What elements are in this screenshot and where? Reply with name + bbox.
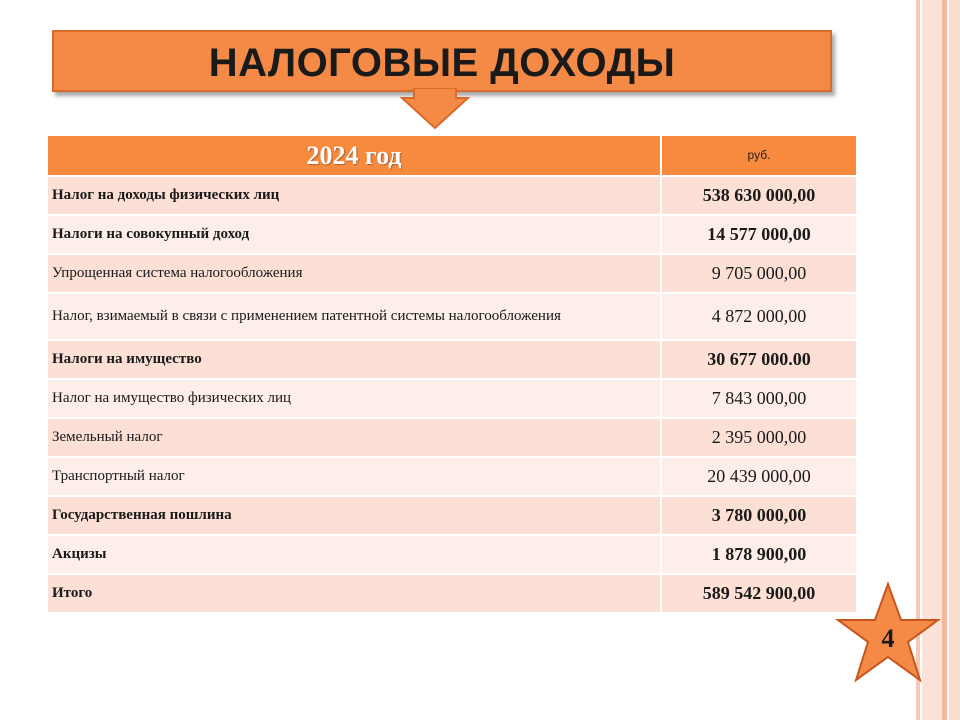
tax-name-cell: Налог на доходы физических лиц xyxy=(47,176,661,215)
tax-value-cell: 20 439 000,00 xyxy=(661,457,857,496)
table-row xyxy=(47,340,857,379)
tax-name-cell: Земельный налог xyxy=(47,418,661,457)
tax-value-cell: 1 878 900,00 xyxy=(661,535,857,574)
tax-name-cell: Налоги на имущество xyxy=(47,340,661,379)
table-row xyxy=(47,457,857,496)
tax-value-cell: 589 542 900,00 xyxy=(661,574,857,613)
tax-name-cell: Государственная пошлина xyxy=(47,496,661,535)
table-row xyxy=(47,254,857,293)
table-row xyxy=(47,215,857,254)
table-row xyxy=(47,176,857,215)
unit-header: руб. xyxy=(661,135,857,176)
tax-name-cell: Налог, взимаемый в связи с применением патентной системы налогообложения xyxy=(47,293,661,340)
tax-revenue-table xyxy=(46,134,858,614)
tax-name-cell: Упрощенная система налогообложения xyxy=(47,254,661,293)
page-number: 4 xyxy=(881,624,895,653)
table-row xyxy=(47,574,857,613)
table-header-row xyxy=(47,135,857,176)
tax-name-cell: Акцизы xyxy=(47,535,661,574)
tax-value-cell: 7 843 000,00 xyxy=(661,379,857,418)
page-title: НАЛОГОВЫЕ ДОХОДЫ xyxy=(208,41,676,85)
table-row xyxy=(47,496,857,535)
table-row xyxy=(47,418,857,457)
table-row xyxy=(47,379,857,418)
tax-value-cell: 14 577 000,00 xyxy=(661,215,857,254)
tax-value-cell: 9 705 000,00 xyxy=(661,254,857,293)
year-header: 2024 год xyxy=(47,135,661,176)
tax-value-cell: 4 872 000,00 xyxy=(661,293,857,340)
banner-arrow-icon xyxy=(400,88,470,130)
tax-name-cell: Транспортный налог xyxy=(47,457,661,496)
table-row xyxy=(47,535,857,574)
table-row xyxy=(47,293,857,340)
tax-name-cell: Итого xyxy=(47,574,661,613)
tax-value-cell: 538 630 000,00 xyxy=(661,176,857,215)
tax-value-cell: 3 780 000,00 xyxy=(661,496,857,535)
tax-name-cell: Налоги на совокупный доход xyxy=(47,215,661,254)
tax-name-cell: Налог на имущество физических лиц xyxy=(47,379,661,418)
tax-value-cell: 30 677 000.00 xyxy=(661,340,857,379)
tax-value-cell: 2 395 000,00 xyxy=(661,418,857,457)
